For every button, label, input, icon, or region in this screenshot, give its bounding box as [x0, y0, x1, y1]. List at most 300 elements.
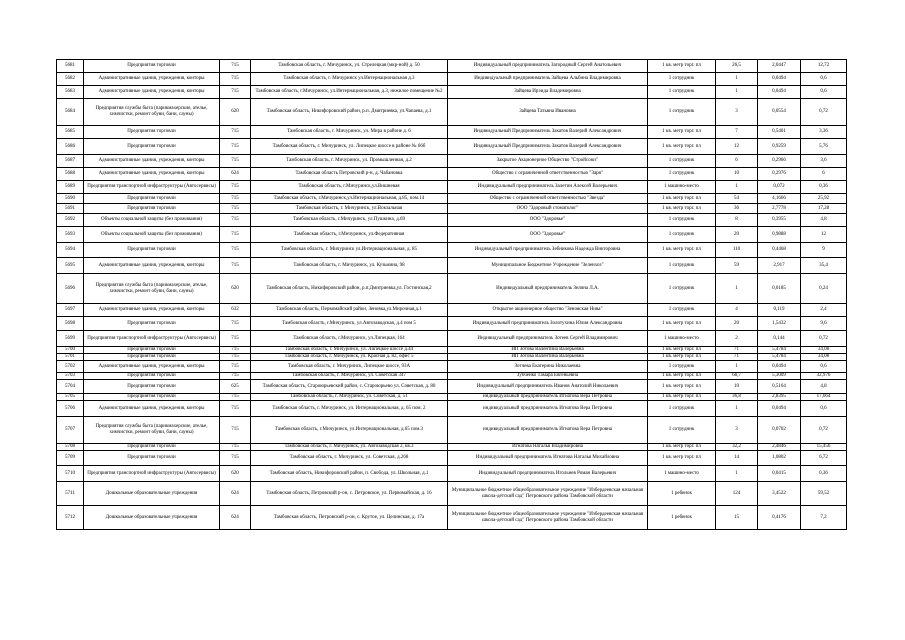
cell-quantity: 26,5: [716, 60, 758, 73]
cell-address: Тамбовская область, г. Мичуринск ул.Интернациональная, д. 85: [251, 243, 448, 258]
cell-quantity: 3: [716, 99, 758, 126]
cell-address: Тамбовская область, г. Мичуринск, Липецкое шоссе, 93А: [251, 361, 448, 373]
cell-code: 715: [220, 317, 251, 331]
cell-unit: 1 ребенок: [648, 506, 716, 530]
cell-value-b: 0,36: [801, 181, 847, 194]
cell-organization: ООО "Здоровье": [448, 214, 648, 227]
cell-address: Тамбовская область, г.Мичуринск, ул.Интернациональная, д.65 пом.3: [251, 417, 448, 444]
cell-quantity: 1: [716, 181, 758, 194]
cell-row-number: 5699: [57, 331, 84, 347]
cell-quantity: 110: [716, 243, 758, 258]
cell-unit: 1 сотрудник: [648, 214, 716, 227]
cell-value-a: 5,3009: [758, 373, 801, 380]
cell-quantity: 36,8: [716, 394, 758, 401]
cell-row-number: 5702: [57, 361, 84, 373]
cell-value-b: 12: [801, 227, 847, 243]
cell-address: Тамбовская область, Никифоровский район, р.п.Дмитриевка,ул. Гостинская,2: [251, 274, 448, 304]
table-row: [57, 60, 847, 73]
cell-value-a: 0,4176: [758, 506, 801, 530]
cell-object-category: Административные здания, учреждения, конторы: [84, 155, 220, 168]
cell-value-a: 3,4522: [758, 482, 801, 506]
cell-organization: индивидуальный предприниматель Игнатова Вера Петровна: [448, 401, 648, 417]
cell-organization: Индивидуальный предприниматель Залетин Алексей Валерьевич: [448, 181, 648, 194]
cell-code: 715: [220, 204, 251, 214]
cell-object-category: Предприятия торговли: [84, 394, 220, 401]
cell-address: Тамбовская область, Петровский р-он, с. Крутое, ул. Целинская, д. 17а: [251, 506, 448, 530]
table-row: [57, 401, 847, 417]
cell-object-category: Предприятия торговли: [84, 347, 220, 354]
cell-address: Тамбовская область, г. Мичуринск, ул. Интернациональная, д. 65 пом. 2: [251, 401, 448, 417]
cell-organization: ООО "Здоровье": [448, 227, 648, 243]
cell-quantity: 15: [716, 506, 758, 530]
cell-value-b: 35,4: [801, 258, 847, 274]
cell-object-category: Предприятия транспортной инфраструктуры (Автосервисы): [84, 331, 220, 347]
cell-organization: Индивидуальный предприниматель Загородный Сергей Анатольевич: [448, 60, 648, 73]
cell-unit: 1 кв. метр торг. пл: [648, 444, 716, 451]
cell-row-number: 5710: [57, 466, 84, 482]
cell-row-number: 5708: [57, 444, 84, 451]
cell-unit: 1 кв. метр торг. пл: [648, 194, 716, 204]
cell-organization: Муниципальное бюджетное общеобразовательное учреждение "Избердеевская начальная школа-детский сад" Петровского района Тамбовской области: [448, 482, 648, 506]
cell-address: Тамбовская область, Петровский р-он, с. Петровское, ул. Первомайская, д. 16: [251, 482, 448, 506]
cell-value-a: 0,3955: [758, 214, 801, 227]
cell-quantity: 1: [716, 361, 758, 373]
cell-address: Тамбовская область, г.Мичуринск, ул.Липецкая, 164: [251, 331, 448, 347]
cell-unit: 1 кв. метр торг. пл: [648, 347, 716, 354]
cell-address: Тамбовская область, г.Мичуринск, ул.Пушкина, д.69: [251, 214, 448, 227]
cell-unit: 1 кв. метр торг. пл: [648, 243, 716, 258]
cell-unit: 1 кв. метр торг. пл: [648, 380, 716, 394]
cell-row-number: 5706: [57, 401, 84, 417]
cell-value-b: 34,08: [801, 354, 847, 361]
cell-organization: Игнатова Наталья Владимировна: [448, 444, 648, 451]
cell-object-category: Предприятия службы быта (парикмахерские, ателье, химчистки, ремонт обуви, бани, сауны): [84, 417, 220, 444]
cell-address: Тамбовская область, г. Мичуринск, ул. Советская, д. 51: [251, 394, 448, 401]
cell-value-a: 0,072: [758, 181, 801, 194]
cell-quantity: 59: [716, 258, 758, 274]
cell-object-category: Предприятия торговли: [84, 444, 220, 451]
table-row: [57, 126, 847, 139]
cell-organization: ИП Зотова Валентина Валерьевна: [448, 354, 648, 361]
cell-address: Тамбовская область, г. Мичуринск, ул. Липецкое шоссе в районе № 66б: [251, 139, 448, 155]
cell-organization: Открытое акционерное общество "Зеновская Нива": [448, 304, 648, 317]
cell-object-category: Предприятия торговли: [84, 317, 220, 331]
cell-organization: Муниципальное бюджетное общеобразовательное учреждение "Избердеевская начальная школа-детский сад" Петровского района Тамбовской области: [448, 506, 648, 530]
cell-value-b: 5,76: [801, 139, 847, 155]
table-row: [57, 86, 847, 99]
cell-quantity: 36: [716, 204, 758, 214]
cell-unit: 1 сотрудник: [648, 99, 716, 126]
cell-quantity: 71: [716, 347, 758, 354]
cell-quantity: 1: [716, 274, 758, 304]
cell-object-category: Объекты социальной защиты (без проживания): [84, 214, 220, 227]
cell-value-a: 0,5164: [758, 380, 801, 394]
cell-code: 715: [220, 181, 251, 194]
cell-object-category: Административные здания, учреждения, конторы: [84, 401, 220, 417]
cell-value-a: 5,4784: [758, 354, 801, 361]
cell-row-number: 5692: [57, 214, 84, 227]
cell-address: Тамбовская область, г. Мичуринск, ул.Вокзальная: [251, 204, 448, 214]
cell-unit: 1 сотрудник: [648, 304, 716, 317]
cell-value-b: 0,72: [801, 331, 847, 347]
cell-object-category: Предприятия торговли: [84, 354, 220, 361]
cell-value-a: 0,0494: [758, 73, 801, 86]
cell-value-b: 0,6: [801, 73, 847, 86]
cell-organization: Индивидуальный Предприниматель Закатов Валерий Александрович: [448, 139, 648, 155]
cell-organization: Индивидуальный предприниматель Золотухина Юлия Александровна: [448, 317, 648, 331]
cell-organization: Индивидуальный предприниматель Игольнев Роман Валерьевич: [448, 466, 648, 482]
table-row: [57, 204, 847, 214]
cell-address: Тамбовская область, г.Мичуринск,ул.Интернациональная, д.85, пом.14: [251, 194, 448, 204]
cell-code: 620: [220, 99, 251, 126]
cell-value-a: 0,9259: [758, 139, 801, 155]
cell-code: 715: [220, 258, 251, 274]
cell-code: 715: [220, 155, 251, 168]
cell-value-a: 0,0415: [758, 466, 801, 482]
cell-object-category: Предприятия транспортной инфраструктуры (Автосервисы): [84, 466, 220, 482]
cell-quantity: 32,2: [716, 444, 758, 451]
cell-organization: Общество с ограниченной ответственностью "Звезда": [448, 194, 648, 204]
cell-value-a: 1,0802: [758, 451, 801, 466]
cell-organization: Муниципальное Бюджетное Учреждение "Зеленхоз": [448, 258, 648, 274]
cell-code: 632: [220, 304, 251, 317]
cell-value-a: 0,144: [758, 331, 801, 347]
cell-object-category: Административные здания, учреждения, конторы: [84, 73, 220, 86]
table-row: [57, 394, 847, 401]
table-row: [57, 258, 847, 274]
cell-quantity: 54: [716, 194, 758, 204]
cell-organization: Общество с ограниченной ответственностью "Заря": [448, 168, 648, 181]
cell-quantity: 3: [716, 417, 758, 444]
cell-value-a: 2,917: [758, 258, 801, 274]
cell-address: Тамбовская область, г. Мичуринск, ул. Советская 347: [251, 373, 448, 380]
cell-quantity: 20: [716, 227, 758, 243]
cell-organization: Индивидуальный предприниматель Игнатова Наталья Михайловна: [448, 451, 648, 466]
cell-object-category: Предприятия торговли: [84, 243, 220, 258]
table-row: [57, 380, 847, 394]
cell-code: 715: [220, 417, 251, 444]
cell-object-category: Административные здания, учреждения, конторы: [84, 258, 220, 274]
cell-value-b: 7,2: [801, 506, 847, 530]
cell-row-number: 5695: [57, 258, 84, 274]
cell-organization: ИП Зотова Валентина Валерьевна: [448, 347, 648, 354]
cell-value-b: 0,24: [801, 274, 847, 304]
cell-address: Тамбовская область, Первомайский район, Зеновка,ул.Мирочная,д.1: [251, 304, 448, 317]
cell-address: Тамбовская область, г.Мичуринск, ул.Федеративная: [251, 227, 448, 243]
cell-row-number: 5683: [57, 86, 84, 99]
cell-code: 620: [220, 466, 251, 482]
cell-value-a: 2,8395: [758, 394, 801, 401]
table-row: [57, 214, 847, 227]
cell-organization: ООО "Здоровый стоматолог": [448, 204, 648, 214]
cell-organization: индивидуальный предприниматель Игнатова Вера Петровна: [448, 394, 648, 401]
cell-object-category: Административные здания, учреждения, конторы: [84, 86, 220, 99]
table-row: [57, 181, 847, 194]
cell-object-category: Предприятия торговли: [84, 204, 220, 214]
cell-quantity: 68,7: [716, 373, 758, 380]
cell-unit: 1 сотрудник: [648, 227, 716, 243]
cell-object-category: Предприятия службы быта (парикмахерские, ателье, химчистки, ремонт обуви, бани, сауны): [84, 274, 220, 304]
cell-value-a: 0,0702: [758, 417, 801, 444]
table-row: [57, 304, 847, 317]
cell-organization: Индивидуальный предприниматель Зебникова Надежда Викторовна: [448, 243, 648, 258]
cell-value-b: 0,6: [801, 361, 847, 373]
cell-object-category: Дошкольные образовательные учреждения: [84, 482, 220, 506]
cell-quantity: 4: [716, 304, 758, 317]
table-row: [57, 373, 847, 380]
cell-row-number: 5696: [57, 274, 84, 304]
cell-value-a: 0,9888: [758, 227, 801, 243]
cell-object-category: Предприятия торговли: [84, 373, 220, 380]
cell-value-a: 2,7778: [758, 204, 801, 214]
cell-address: Тамбовская область, г. Мичуринск, ул. Мира в районе д. 6: [251, 126, 448, 139]
cell-unit: 1 машино-место: [648, 466, 716, 482]
cell-value-b: 3,6: [801, 155, 847, 168]
cell-unit: 1 сотрудник: [648, 274, 716, 304]
cell-row-number: 5690: [57, 194, 84, 204]
cell-unit: 1 кв. метр торг. пл: [648, 317, 716, 331]
table-row: [57, 506, 847, 530]
cell-row-number: 5712: [57, 506, 84, 530]
cell-code: 625: [220, 380, 251, 394]
cell-value-b: 0,72: [801, 417, 847, 444]
cell-code: 715: [220, 444, 251, 451]
cell-value-a: 5,4784: [758, 347, 801, 354]
cell-value-b: 9,6: [801, 317, 847, 331]
cell-code: 624: [220, 506, 251, 530]
table-row: [57, 347, 847, 354]
cell-value-b: 34,08: [801, 347, 847, 354]
cell-object-category: Предприятия торговли: [84, 60, 220, 73]
table-row: [57, 194, 847, 204]
cell-unit: 1 кв. метр торг. пл: [648, 60, 716, 73]
cell-object-category: Предприятия торговли: [84, 380, 220, 394]
cell-row-number: 5701: [57, 354, 84, 361]
cell-row-number: 5703: [57, 373, 84, 380]
cell-row-number: 5684: [57, 99, 84, 126]
cell-organization: Зотчева Екатерина Николаевна: [448, 361, 648, 373]
cell-value-b: 15,456: [801, 444, 847, 451]
cell-code: 715: [220, 347, 251, 354]
cell-code: 715: [220, 243, 251, 258]
cell-code: 715: [220, 373, 251, 380]
cell-object-category: Административные здания, учреждения, конторы: [84, 361, 220, 373]
cell-code: 624: [220, 168, 251, 181]
cell-code: 715: [220, 401, 251, 417]
cell-organization: Индивидуальный предприниматель Иванов Анатолий Николаевич: [448, 380, 648, 394]
cell-code: 715: [220, 139, 251, 155]
cell-organization: индивидуальный предприниматель Игнатова Вера Петровна: [448, 417, 648, 444]
cell-unit: 1 кв. метр торг. пл: [648, 139, 716, 155]
cell-unit: 1 сотрудник: [648, 86, 716, 99]
cell-value-a: 0,2966: [758, 155, 801, 168]
cell-code: 715: [220, 214, 251, 227]
cell-unit: 1 кв. метр торг. пл: [648, 354, 716, 361]
cell-quantity: 20: [716, 317, 758, 331]
cell-object-category: Административные здания, учреждения, конторы: [84, 304, 220, 317]
cell-value-a: 0,0494: [758, 361, 801, 373]
cell-object-category: Предприятия торговли: [84, 139, 220, 155]
cell-object-category: Предприятия торговли: [84, 194, 220, 204]
cell-organization: Зубченко Тамара Евгеньевна: [448, 373, 648, 380]
cell-quantity: 1: [716, 466, 758, 482]
cell-code: 715: [220, 394, 251, 401]
cell-value-b: 0,36: [801, 466, 847, 482]
cell-unit: 1 кв. метр торг. пл: [648, 394, 716, 401]
cell-address: Тамбовская область, г. Мичуринск, ул. Стрелецкая (мкр-ной) д. 50: [251, 60, 448, 73]
cell-unit: 1 сотрудник: [648, 361, 716, 373]
cell-organization: Индивидуальный предприниматель Зотеев Сергей Владимирович: [448, 331, 648, 347]
cell-value-a: 0,0185: [758, 274, 801, 304]
cell-quantity: 14: [716, 451, 758, 466]
table-row: [57, 317, 847, 331]
table-row: [57, 361, 847, 373]
cell-code: 715: [220, 354, 251, 361]
table-row: [57, 139, 847, 155]
cell-value-b: 25,92: [801, 194, 847, 204]
cell-value-a: 2,0447: [758, 60, 801, 73]
table-row: [57, 227, 847, 243]
cell-unit: 1 сотрудник: [648, 73, 716, 86]
cell-object-category: Предприятия торговли: [84, 451, 220, 466]
cell-address: Тамбовская область, Никифоровский район, р.п. Дмитриевка, ул.Чапаева, д.1: [251, 99, 448, 126]
cell-quantity: 7: [716, 126, 758, 139]
cell-row-number: 5694: [57, 243, 84, 258]
cell-value-b: 2,4: [801, 304, 847, 317]
table-row: [57, 482, 847, 506]
cell-address: Тамбовская область, г. Мичуринск, ул. Кузьмина, 98: [251, 258, 448, 274]
cell-row-number: 5705: [57, 394, 84, 401]
cell-unit: 1 машино-место: [648, 331, 716, 347]
table-row: [57, 73, 847, 86]
cell-row-number: 5709: [57, 451, 84, 466]
cell-quantity: 10: [716, 380, 758, 394]
cell-value-a: 0,4468: [758, 243, 801, 258]
cell-quantity: 1: [716, 86, 758, 99]
cell-row-number: 5697: [57, 304, 84, 317]
table-row: [57, 155, 847, 168]
cell-code: 715: [220, 73, 251, 86]
cell-row-number: 5698: [57, 317, 84, 331]
document-page: [56, 59, 846, 530]
cell-value-b: 59,52: [801, 482, 847, 506]
cell-organization: Зайцева Ирэида Владимировна: [448, 86, 648, 99]
cell-value-b: 17,664: [801, 394, 847, 401]
cell-organization: Индивидуальный Предприниматель Закатов Валерий Александрович: [448, 126, 648, 139]
cell-row-number: 5693: [57, 227, 84, 243]
cell-unit: 1 ребенок: [648, 482, 716, 506]
cell-organization: Закрытое Акционерное Общество "Стройсоюз": [448, 155, 648, 168]
table-row: [57, 417, 847, 444]
table-row: [57, 331, 847, 347]
cell-code: 715: [220, 86, 251, 99]
cell-value-b: 3,36: [801, 126, 847, 139]
cell-unit: 1 сотрудник: [648, 168, 716, 181]
cell-value-a: 4,1666: [758, 194, 801, 204]
cell-value-b: 0,6: [801, 86, 847, 99]
cell-unit: 1 кв. метр торг. пл: [648, 204, 716, 214]
cell-code: 715: [220, 331, 251, 347]
cell-row-number: 5689: [57, 181, 84, 194]
cell-object-category: Предприятия службы быта (парикмахерские, ателье, химчистки, ремонт обуви, бани, сауны): [84, 99, 220, 126]
cell-row-number: 5711: [57, 482, 84, 506]
cell-value-b: 4,8: [801, 214, 847, 227]
cell-quantity: 71: [716, 354, 758, 361]
cell-row-number: 5688: [57, 168, 84, 181]
cell-object-category: Дошкольные образовательные учреждения: [84, 506, 220, 530]
table-row: [57, 168, 847, 181]
table-row: [57, 99, 847, 126]
cell-quantity: 8: [716, 214, 758, 227]
cell-row-number: 5691: [57, 204, 84, 214]
cell-row-number: 5686: [57, 139, 84, 155]
cell-unit: 1 кв. метр торг. пл: [648, 373, 716, 380]
cell-address: Тамбовская область, г. Мичуринск, ул. Красная д. 82, офис 5: [251, 354, 448, 361]
cell-value-b: 0,72: [801, 99, 847, 126]
cell-object-category: Объекты социальной защиты (без проживания): [84, 227, 220, 243]
cell-value-a: 2,4846: [758, 444, 801, 451]
cell-row-number: 5700: [57, 347, 84, 354]
cell-quantity: 124: [716, 482, 758, 506]
registry-table-body: [57, 60, 847, 530]
cell-unit: 1 сотрудник: [648, 417, 716, 444]
cell-row-number: 5687: [57, 155, 84, 168]
cell-value-a: 0,2976: [758, 168, 801, 181]
cell-unit: 1 кв. метр торг. пл: [648, 126, 716, 139]
cell-organization: Индивидуальный предприниматель Зайцева Альбина Владимировна: [448, 73, 648, 86]
cell-code: 715: [220, 126, 251, 139]
cell-code: 715: [220, 451, 251, 466]
cell-code: 715: [220, 227, 251, 243]
cell-address: Тамбовская область, г. Мичуринск, ул. Советская, д.268: [251, 451, 448, 466]
cell-value-b: 32,976: [801, 373, 847, 380]
registry-table: [56, 59, 847, 530]
cell-value-a: 1,5432: [758, 317, 801, 331]
cell-value-b: 0,6: [801, 401, 847, 417]
cell-value-a: 0,0494: [758, 401, 801, 417]
table-row: [57, 243, 847, 258]
cell-value-b: 17,28: [801, 204, 847, 214]
table-row: [57, 274, 847, 304]
table-row: [57, 451, 847, 466]
cell-object-category: Предприятия торговли: [84, 126, 220, 139]
cell-value-b: 4,8: [801, 380, 847, 394]
cell-value-a: 0,0494: [758, 86, 801, 99]
cell-address: Тамбовская область, г. Мичуринск, ул. Промышленная, д.2: [251, 155, 448, 168]
cell-row-number: 5685: [57, 126, 84, 139]
cell-unit: 1 сотрудник: [648, 155, 716, 168]
cell-address: Тамбовская область, г.Мичуринск, ул.Автозаводская, д.4 пом 5: [251, 317, 448, 331]
cell-quantity: 12: [716, 139, 758, 155]
cell-quantity: 1: [716, 401, 758, 417]
cell-unit: 1 машино-место: [648, 181, 716, 194]
cell-address: Тамбовская область, г. Мичуринск, ул. Автозаводская 2, кв.3: [251, 444, 448, 451]
cell-value-b: 6,72: [801, 451, 847, 466]
cell-code: 624: [220, 482, 251, 506]
cell-quantity: 2: [716, 331, 758, 347]
cell-value-b: 12,72: [801, 60, 847, 73]
cell-value-b: 9: [801, 243, 847, 258]
cell-value-a: 0,119: [758, 304, 801, 317]
cell-code: 715: [220, 361, 251, 373]
cell-unit: 1 кв. метр торг. пл: [648, 451, 716, 466]
cell-row-number: 5682: [57, 73, 84, 86]
cell-value-a: 0,0554: [758, 99, 801, 126]
cell-code: 715: [220, 194, 251, 204]
cell-address: Тамбовская область, г.Мичуринск, ул.Интернациональная, д.3, нежилое помещение №2: [251, 86, 448, 99]
cell-address: Тамбовская область, Староюрьевский район, с. Староюрьево ул. Советская, д. 80: [251, 380, 448, 394]
cell-address: Тамбовская область, Никифоровский район, п. Свобода, ул. Школьная, д.1: [251, 466, 448, 482]
